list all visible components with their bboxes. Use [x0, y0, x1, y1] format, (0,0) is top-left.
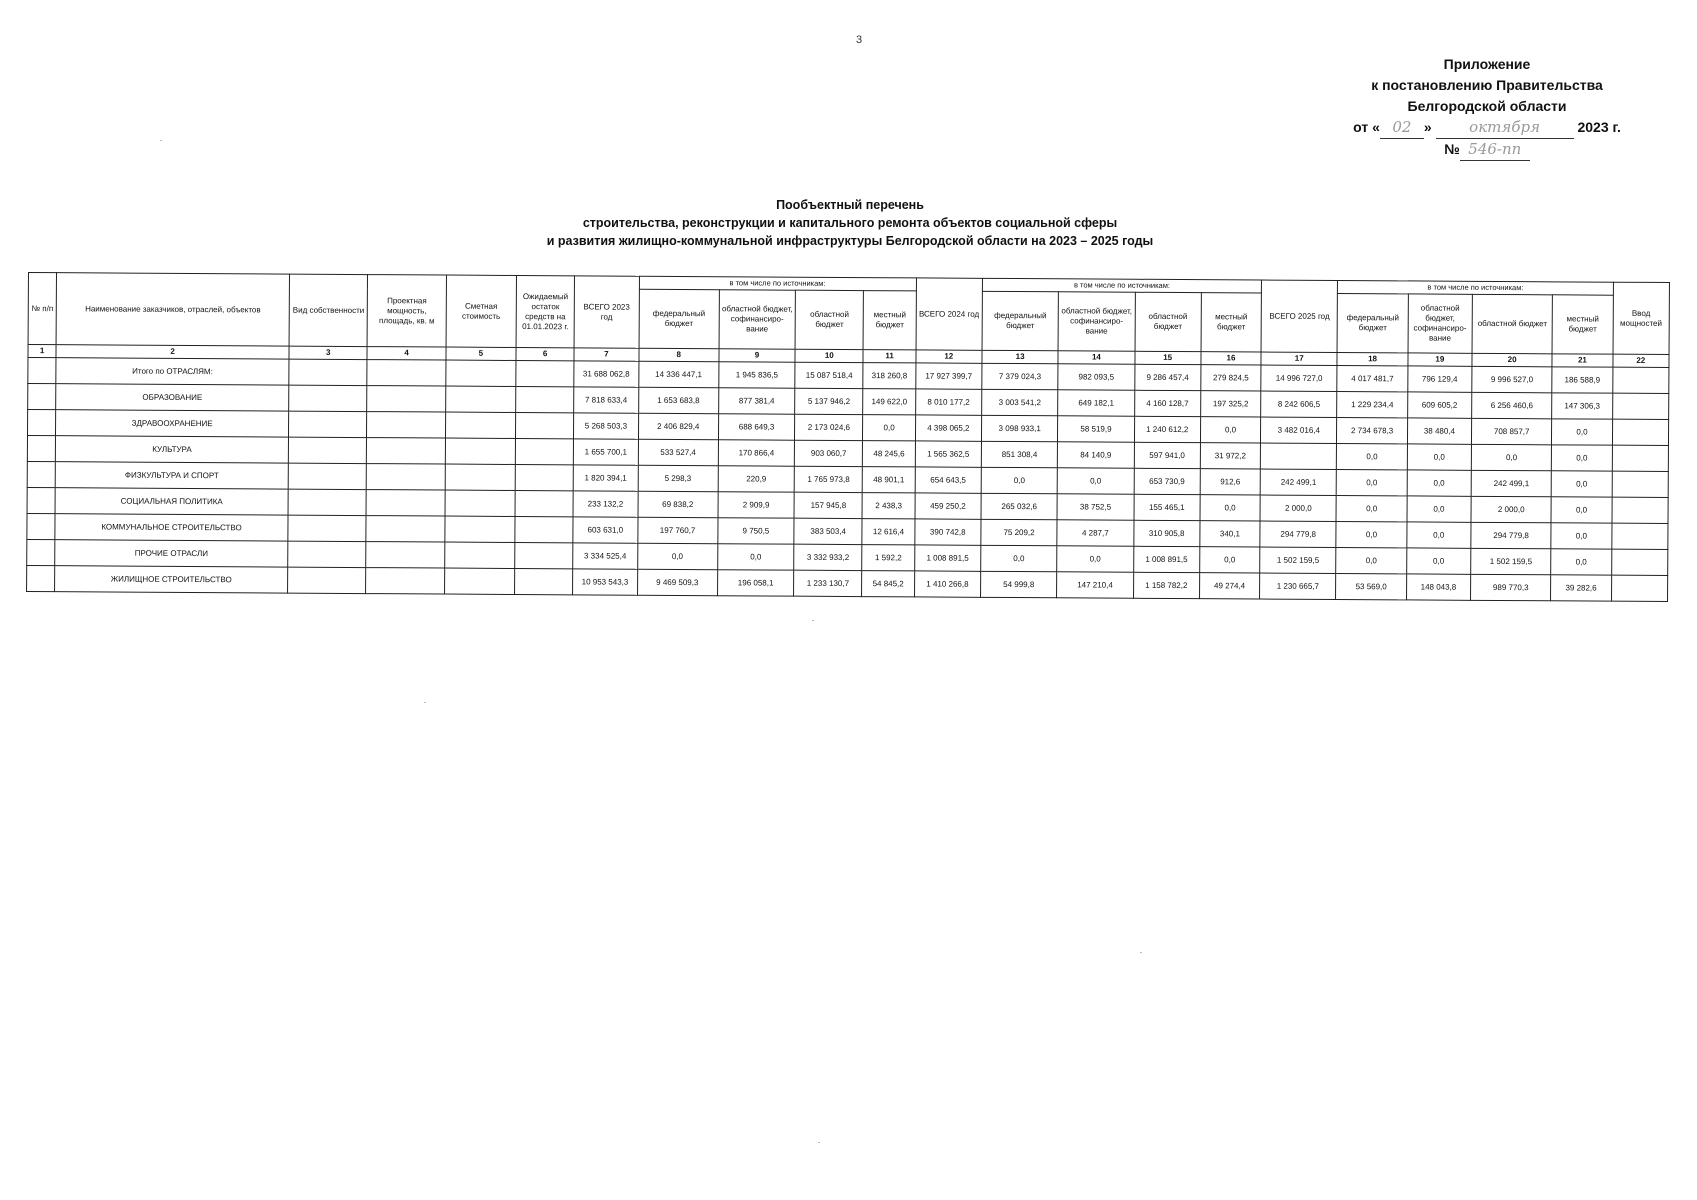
- date-prefix: от «: [1353, 119, 1380, 135]
- row-estimate: [445, 516, 515, 542]
- title-line-2: строительства, реконструкции и капитального ремонта объектов социальной сферы: [582, 216, 1118, 230]
- row-value: 1 008 891,5: [1133, 546, 1199, 572]
- row-value: 148 043,8: [1406, 574, 1470, 600]
- appendix-date: [1337, 117, 1637, 139]
- row-value: 197 760,7: [637, 517, 717, 543]
- row-value: 7 379 024,3: [982, 363, 1058, 389]
- row-value: 0,0: [1551, 549, 1611, 575]
- row-capacity: [366, 490, 444, 516]
- sources-group-2024: в том числе по источникам:: [982, 278, 1261, 293]
- row-value: 2 173 024,6: [795, 414, 863, 440]
- row-value: 0,0: [1337, 469, 1407, 495]
- number-prefix: №: [1444, 141, 1460, 157]
- column-number: 22: [1613, 354, 1669, 367]
- row-value: 5 268 503,3: [574, 413, 638, 439]
- row-remainder: [515, 464, 573, 490]
- row-remainder: [515, 542, 573, 568]
- row-estimate: [445, 386, 515, 412]
- row-ownership: [289, 411, 367, 437]
- row-number: [27, 513, 55, 539]
- column-number: 1: [28, 345, 56, 358]
- row-value: [1260, 443, 1336, 469]
- row-commissioning: [1612, 445, 1669, 471]
- row-value: 796 129,4: [1408, 366, 1472, 392]
- row-value: 1 502 159,5: [1260, 547, 1336, 573]
- scan-speck: [160, 140, 162, 141]
- row-remainder: [516, 412, 574, 438]
- row-value: 3 098 933,1: [981, 415, 1057, 441]
- row-capacity: [367, 386, 445, 412]
- row-value: 1 820 394,1: [573, 465, 637, 491]
- row-value: 708 857,7: [1471, 418, 1551, 444]
- row-value: 84 140,9: [1058, 442, 1134, 468]
- row-value: 0,0: [1551, 523, 1611, 549]
- row-name: ОБРАЗОВАНИЕ: [56, 384, 289, 411]
- row-number: [28, 410, 56, 436]
- row-value: 0,0: [981, 467, 1057, 493]
- col-regional-cofin-2025: областной бюджет, софинансиро-вание: [1408, 294, 1473, 353]
- row-name: КОММУНАЛЬНОЕ СТРОИТЕЛЬСТВО: [55, 514, 288, 541]
- row-value: 4 160 128,7: [1134, 390, 1200, 416]
- col-estimate: Сметная стоимость: [446, 275, 517, 347]
- col-regional-2025: областной бюджет: [1472, 294, 1553, 353]
- row-value: 15 087 518,4: [795, 362, 863, 388]
- row-ownership: [288, 463, 366, 489]
- row-value: 197 325,2: [1200, 391, 1260, 417]
- row-value: 0,0: [1336, 495, 1406, 521]
- row-value: 340,1: [1200, 521, 1260, 547]
- row-value: 10 953 543,3: [573, 569, 637, 595]
- appendix-title: Приложение: [1443, 56, 1531, 72]
- col-regional-2024: областной бюджет: [1135, 292, 1202, 351]
- row-value: 1 410 266,8: [914, 571, 980, 597]
- row-value: 0,0: [1407, 444, 1471, 470]
- col-total-2023: ВСЕГО 2023 год: [574, 276, 639, 348]
- appendix-number: [1337, 139, 1637, 161]
- row-value: 0,0: [1552, 419, 1612, 445]
- row-value: 459 250,2: [915, 493, 981, 519]
- col-ownership: Вид собственности: [289, 274, 368, 346]
- column-number: 2: [56, 345, 289, 359]
- row-value: 597 941,0: [1134, 442, 1200, 468]
- row-capacity: [366, 568, 444, 594]
- col-no: № п/п: [28, 273, 57, 345]
- row-ownership: [288, 437, 366, 463]
- row-ownership: [289, 385, 367, 411]
- row-value: 233 132,2: [573, 491, 637, 517]
- row-value: 0,0: [1200, 495, 1260, 521]
- col-regional-cofin-2024: областной бюджет, софинансиро-вание: [1058, 292, 1135, 351]
- row-value: 155 465,1: [1134, 494, 1200, 520]
- row-estimate: [446, 360, 516, 386]
- row-value: 1 233 130,7: [794, 570, 862, 596]
- row-value: 654 643,5: [915, 467, 981, 493]
- col-total-2024: ВСЕГО 2024 год: [916, 278, 983, 350]
- row-value: 603 631,0: [573, 517, 637, 543]
- row-number: [28, 358, 56, 384]
- title-line-3: и развития жилищно-коммунальной инфраструктуры Белгородской области на 2023 – 2025 годы: [546, 234, 1154, 248]
- col-regional-cofin-2023: областной бюджет, софинансиро-вание: [719, 290, 796, 349]
- column-number: 11: [863, 350, 915, 363]
- row-value: 31 972,2: [1200, 443, 1260, 469]
- row-commissioning: [1612, 393, 1669, 419]
- col-federal-2023: федеральный бюджет: [639, 289, 720, 348]
- row-value: 48 901,1: [863, 467, 915, 493]
- row-commissioning: [1612, 497, 1669, 523]
- row-value: 912,6: [1200, 469, 1260, 495]
- row-value: 2 909,9: [718, 492, 794, 518]
- row-commissioning: [1612, 367, 1669, 393]
- column-number: 21: [1552, 354, 1612, 367]
- number-value: 546-пп: [1460, 139, 1530, 161]
- row-value: 279 824,5: [1201, 365, 1261, 391]
- row-value: 38 752,5: [1057, 494, 1133, 520]
- row-value: 4 287,7: [1057, 520, 1133, 546]
- row-value: 2 406 829,4: [638, 413, 718, 439]
- row-value: 54 845,2: [862, 571, 914, 597]
- row-number: [27, 436, 55, 462]
- row-capacity: [367, 360, 445, 386]
- col-total-2025: ВСЕГО 2025 год: [1261, 280, 1338, 352]
- row-value: 48 245,6: [863, 441, 915, 467]
- row-ownership: [288, 489, 366, 515]
- row-value: 653 730,9: [1134, 468, 1200, 494]
- row-value: 265 032,6: [981, 493, 1057, 519]
- column-number: 3: [289, 346, 367, 359]
- row-value: 0,0: [1200, 547, 1260, 573]
- row-value: 0,0: [718, 544, 794, 570]
- row-value: 0,0: [1407, 522, 1471, 548]
- row-value: 6 256 460,6: [1472, 392, 1552, 418]
- row-value: 2 734 678,3: [1337, 417, 1407, 443]
- row-name: ФИЗКУЛЬТУРА И СПОРТ: [55, 462, 288, 489]
- row-value: 9 286 457,4: [1134, 364, 1200, 390]
- row-number: [27, 461, 55, 487]
- col-federal-2024: федеральный бюджет: [982, 291, 1059, 350]
- row-name: СОЦИАЛЬНАЯ ПОЛИТИКА: [55, 488, 288, 515]
- date-year: 2023 г.: [1577, 119, 1621, 135]
- row-value: 1 592,2: [862, 545, 914, 571]
- row-value: 1 765 973,8: [794, 466, 862, 492]
- col-federal-2025: федеральный бюджет: [1337, 294, 1408, 353]
- row-name: КУЛЬТУРА: [55, 436, 288, 463]
- row-value: 147 306,3: [1552, 393, 1612, 419]
- row-value: 147 210,4: [1057, 572, 1133, 598]
- row-value: 383 503,4: [794, 518, 862, 544]
- row-value: 9 750,5: [718, 518, 794, 544]
- row-value: 1 655 700,1: [574, 439, 638, 465]
- row-name: Итого по ОТРАСЛЯМ:: [56, 358, 289, 385]
- column-number: 15: [1135, 351, 1201, 364]
- row-value: 0,0: [981, 545, 1057, 571]
- row-estimate: [445, 490, 515, 516]
- row-ownership: [289, 359, 367, 385]
- row-estimate: [444, 542, 514, 568]
- row-value: 1 158 782,2: [1133, 572, 1199, 598]
- column-number: 8: [638, 348, 718, 361]
- column-number: 10: [795, 349, 863, 362]
- row-value: 5 298,3: [638, 465, 718, 491]
- row-value: 0,0: [1336, 547, 1406, 573]
- row-value: 220,9: [718, 466, 794, 492]
- row-value: 170 866,4: [718, 440, 794, 466]
- date-day: 02: [1380, 117, 1424, 139]
- scan-speck: [812, 620, 814, 621]
- row-value: 2 438,3: [862, 493, 914, 519]
- date-mid: »: [1423, 119, 1432, 135]
- row-value: 390 742,8: [915, 519, 981, 545]
- row-value: 688 649,3: [718, 414, 794, 440]
- row-number: [27, 565, 55, 591]
- column-number: 16: [1201, 352, 1261, 365]
- row-value: 649 182,1: [1058, 390, 1134, 416]
- row-value: 3 332 933,2: [794, 544, 862, 570]
- row-capacity: [367, 412, 445, 438]
- row-value: 0,0: [1200, 417, 1260, 443]
- row-value: 9 996 527,0: [1472, 366, 1552, 392]
- budget-table: [26, 272, 1670, 602]
- row-value: 4 017 481,7: [1337, 366, 1407, 392]
- row-value: 8 242 606,5: [1261, 391, 1337, 417]
- row-value: 49 274,4: [1199, 573, 1259, 599]
- row-value: 39 282,6: [1551, 575, 1611, 601]
- row-value: 318 260,8: [863, 363, 915, 389]
- row-value: 1 230 665,7: [1260, 573, 1336, 599]
- row-remainder: [515, 516, 573, 542]
- row-value: 989 770,3: [1471, 574, 1551, 600]
- row-value: 2 000,0: [1260, 495, 1336, 521]
- row-capacity: [367, 464, 445, 490]
- col-local-2025: местный бюджет: [1552, 295, 1613, 354]
- row-remainder: [515, 438, 573, 464]
- col-local-2024: местный бюджет: [1201, 293, 1262, 352]
- row-value: 75 209,2: [981, 519, 1057, 545]
- row-value: 877 381,4: [718, 388, 794, 414]
- row-commissioning: [1612, 419, 1669, 445]
- row-value: 0,0: [1471, 444, 1551, 470]
- row-value: 186 588,9: [1552, 367, 1612, 393]
- row-number: [27, 487, 55, 513]
- scan-speck: [1140, 952, 1142, 953]
- row-commissioning: [1611, 549, 1668, 575]
- row-value: 196 058,1: [717, 570, 793, 596]
- row-value: 0,0: [1407, 470, 1471, 496]
- column-number: 7: [574, 348, 638, 361]
- row-value: 0,0: [1057, 468, 1133, 494]
- column-number: 4: [367, 347, 445, 360]
- column-number: 20: [1472, 353, 1552, 366]
- row-value: 7 818 633,4: [574, 387, 638, 413]
- row-value: 3 334 525,4: [573, 543, 637, 569]
- row-value: 0,0: [1552, 445, 1612, 471]
- row-remainder: [515, 568, 573, 594]
- row-value: 1 653 683,8: [638, 387, 718, 413]
- row-value: 8 010 177,2: [915, 389, 981, 415]
- row-commissioning: [1612, 471, 1669, 497]
- row-value: 0,0: [1336, 521, 1406, 547]
- row-value: 3 482 016,4: [1261, 417, 1337, 443]
- row-value: 851 308,4: [981, 441, 1057, 467]
- title-line-1: Пообъектный перечень: [776, 198, 924, 212]
- row-value: 0,0: [863, 415, 915, 441]
- row-name: ЖИЛИЩНОЕ СТРОИТЕЛЬСТВО: [55, 566, 288, 593]
- row-value: 0,0: [1551, 471, 1611, 497]
- row-value: 982 093,5: [1058, 364, 1134, 390]
- row-value: 294 779,8: [1260, 521, 1336, 547]
- row-value: 294 779,8: [1471, 522, 1551, 548]
- row-value: 903 060,7: [794, 440, 862, 466]
- col-commissioning: Ввод мощностей: [1613, 282, 1670, 354]
- scan-speck: [424, 702, 426, 703]
- column-number: 13: [982, 350, 1058, 363]
- column-number: 17: [1261, 352, 1337, 365]
- column-number: 5: [446, 347, 516, 360]
- column-number: 12: [916, 350, 982, 363]
- col-name: Наименование заказчиков, отраслей, объектов: [56, 273, 289, 346]
- row-value: 14 336 447,1: [638, 361, 718, 387]
- row-value: 54 999,8: [980, 571, 1056, 597]
- row-estimate: [445, 412, 515, 438]
- row-value: 0,0: [637, 543, 717, 569]
- row-value: 1 502 159,5: [1471, 548, 1551, 574]
- row-value: 1 565 362,5: [915, 441, 981, 467]
- scan-speck: [818, 1142, 820, 1143]
- row-value: 0,0: [1406, 548, 1470, 574]
- row-value: 1 240 612,2: [1134, 416, 1200, 442]
- col-regional-2023: областной бюджет: [795, 290, 864, 349]
- col-local-2023: местный бюджет: [863, 291, 916, 350]
- row-estimate: [445, 438, 515, 464]
- row-number: [27, 539, 55, 565]
- date-month: октября: [1436, 117, 1574, 139]
- column-number: 19: [1408, 353, 1472, 366]
- column-number: 14: [1058, 351, 1134, 364]
- col-remainder: Ожидаемый остаток средств на 01.01.2023 г.: [516, 275, 575, 347]
- row-value: 242 499,1: [1260, 469, 1336, 495]
- page-number: 3: [856, 34, 863, 46]
- row-value: 0,0: [1407, 496, 1471, 522]
- row-value: 310 905,8: [1133, 520, 1199, 546]
- col-capacity: Проектная мощность, площадь, кв. м: [367, 275, 446, 347]
- row-value: 3 003 541,2: [982, 389, 1058, 415]
- row-value: 1 945 836,5: [719, 362, 795, 388]
- row-number: [28, 384, 56, 410]
- row-ownership: [288, 541, 366, 567]
- row-value: 533 527,4: [638, 439, 718, 465]
- row-value: 58 519,9: [1058, 416, 1134, 442]
- row-ownership: [288, 515, 366, 541]
- row-capacity: [366, 542, 444, 568]
- row-value: 53 569,0: [1336, 573, 1406, 599]
- row-value: 0,0: [1551, 497, 1611, 523]
- row-value: 242 499,1: [1471, 470, 1551, 496]
- row-name: ПРОЧИЕ ОТРАСЛИ: [55, 540, 288, 567]
- appendix-header: [1337, 54, 1637, 161]
- column-number: 9: [719, 349, 795, 362]
- row-remainder: [515, 490, 573, 516]
- row-value: 17 927 399,7: [915, 363, 981, 389]
- row-estimate: [445, 464, 515, 490]
- column-number: 18: [1337, 353, 1407, 366]
- row-value: 5 137 946,2: [795, 388, 863, 414]
- row-value: 609 605,2: [1407, 392, 1471, 418]
- row-commissioning: [1611, 575, 1668, 601]
- row-value: 38 480,4: [1407, 418, 1471, 444]
- row-value: 0,0: [1337, 443, 1407, 469]
- row-value: 1 008 891,5: [914, 545, 980, 571]
- row-value: 157 945,8: [794, 492, 862, 518]
- row-remainder: [516, 360, 574, 386]
- row-estimate: [444, 568, 514, 594]
- row-value: 69 838,2: [638, 491, 718, 517]
- row-value: 2 000,0: [1471, 496, 1551, 522]
- appendix-decree: к постановлению Правительства: [1371, 77, 1603, 93]
- document-title: [450, 196, 1250, 250]
- row-remainder: [516, 386, 574, 412]
- row-ownership: [288, 567, 366, 593]
- row-commissioning: [1611, 523, 1668, 549]
- row-value: 0,0: [1057, 546, 1133, 572]
- row-capacity: [367, 438, 445, 464]
- appendix-region: Белгородской области: [1407, 98, 1567, 114]
- sources-group-2025: в том числе по источникам:: [1338, 281, 1613, 296]
- row-value: 14 996 727,0: [1261, 365, 1337, 391]
- sources-group-2023: в том числе по источникам:: [639, 276, 916, 291]
- row-value: 31 688 062,8: [574, 361, 638, 387]
- row-value: 9 469 509,3: [637, 569, 717, 595]
- column-number: 6: [516, 347, 574, 360]
- row-capacity: [366, 516, 444, 542]
- row-name: ЗДРАВООХРАНЕНИЕ: [56, 410, 289, 437]
- row-value: 1 229 234,4: [1337, 391, 1407, 417]
- row-value: 149 622,0: [863, 389, 915, 415]
- row-value: 4 398 065,2: [915, 415, 981, 441]
- row-value: 12 616,4: [862, 519, 914, 545]
